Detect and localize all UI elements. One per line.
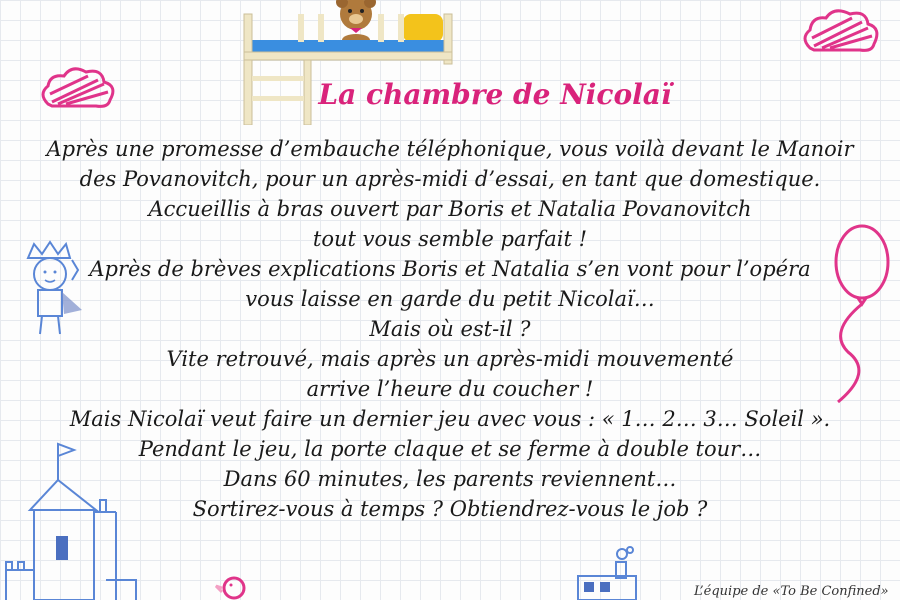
story-line: Pendant le jeu, la porte claque et se ferme à double tour… (138, 437, 762, 461)
story-line: tout vous semble parfait ! (312, 227, 588, 251)
pink-duck-icon (214, 572, 254, 600)
story-line: Mais Nicolaï veut faire un dernier jeu avec vous : « 1… 2… 3… Soleil ». (69, 407, 831, 431)
story-line: des Povanovitch, pour un après-midi d’essai, en tant que domestique. (79, 167, 821, 191)
toy-train-icon (574, 546, 644, 600)
story-line: Après de brèves explications Boris et Natalia s’en vont pour l’opéra (89, 257, 811, 281)
story-line: vous laisse en garde du petit Nicolaï… (245, 287, 655, 311)
story-line: Après une promesse d’embauche téléphonique, vous voilà devant le Manoir (46, 137, 854, 161)
story-line: Sortirez-vous à temps ? Obtiendrez-vous le job ? (192, 497, 708, 521)
story-line: Mais où est-il ? (369, 317, 531, 341)
pink-cloud-icon (800, 6, 882, 56)
credit-signature: L’équipe de «To Be Confined» (694, 584, 889, 599)
story-line: Accueillis à bras ouvert par Boris et Natalia Povanovitch (148, 197, 752, 221)
story-line: Vite retrouvé, mais après un après-midi mouvementé (166, 347, 734, 371)
story-text (0, 134, 900, 524)
page-title: La chambre de Nicolaï (318, 78, 672, 111)
story-line: Dans 60 minutes, les parents reviennent… (223, 467, 677, 491)
story-line: arrive l’heure du coucher ! (306, 377, 594, 401)
